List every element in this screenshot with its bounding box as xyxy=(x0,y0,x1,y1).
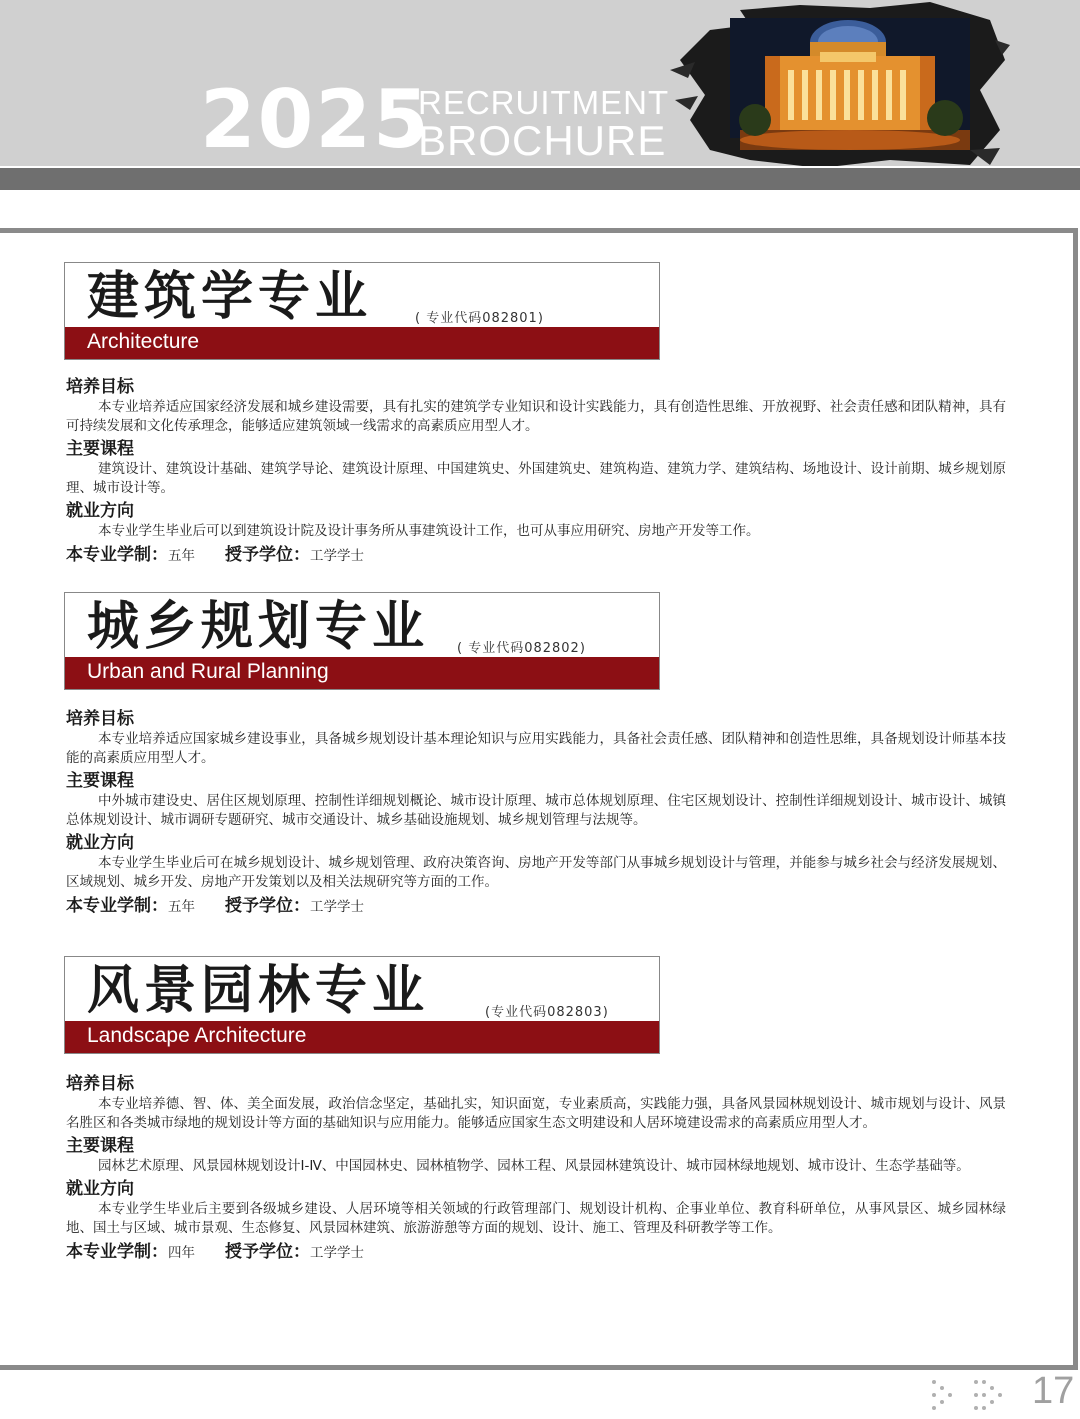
major-code: ( 专业代码082802) xyxy=(457,641,586,656)
duration-value: 五年 xyxy=(168,548,195,564)
duration-value: 四年 xyxy=(168,1245,195,1261)
duration-degree-line xyxy=(66,543,1006,568)
duration-label: 本专业学制： xyxy=(66,1242,168,1262)
courses-heading: 主要课程 xyxy=(66,771,134,791)
major-banner-architecture xyxy=(64,262,660,360)
goal-heading: 培养目标 xyxy=(66,1074,134,1094)
goal-text: 本专业培养适应国家城乡建设事业，具备城乡规划设计基本理论知识与应用实践能力，具备社会责任感、团队精神和创造性思维，具备规划设计师基本技能的高素质应用型人才。 xyxy=(66,731,1006,766)
major-details-landscape-architecture xyxy=(66,1073,1006,1265)
major-title-en: Landscape Architecture xyxy=(87,1024,307,1047)
goal-heading: 培养目标 xyxy=(66,709,134,729)
degree-label: 授予学位： xyxy=(225,545,310,565)
header-gray-stripe xyxy=(0,168,1080,190)
degree-value: 工学学士 xyxy=(310,1245,364,1261)
degree-value: 工学学士 xyxy=(310,548,364,564)
major-title-zh: 城乡规划专业 xyxy=(87,597,430,657)
major-title-zh: 风景园林专业 xyxy=(87,961,430,1021)
header-year: 2025 xyxy=(200,73,431,166)
career-heading: 就业方向 xyxy=(66,1179,134,1199)
courses-text: 中外城市建设史、居住区规划原理、控制性详细规划概论、城市设计原理、城市总体规划原理、住宅区规划设计、控制性详细规划设计、城市设计、城镇总体规划设计、城市调研专题研究、城市交通设计、城乡基础设施规划、城乡规划管理与法规等。 xyxy=(66,793,1006,828)
major-title-en-bar xyxy=(65,327,659,359)
duration-label: 本专业学制： xyxy=(66,896,168,916)
career-heading: 就业方向 xyxy=(66,501,134,521)
major-title-en-bar xyxy=(65,657,659,689)
duration-degree-line xyxy=(66,1240,1006,1265)
courses-heading: 主要课程 xyxy=(66,439,134,459)
goal-text: 本专业培养适应国家经济发展和城乡建设需要，具有扎实的建筑学专业知识和设计实践能力，具有创造性思维、开放视野、社会责任感和团队精神，具有可持续发展和文化传承理念，能够适应建筑领域一线需求的高素质应用型人才。 xyxy=(66,399,1006,434)
duration-label: 本专业学制： xyxy=(66,545,168,565)
goal-heading: 培养目标 xyxy=(66,377,134,397)
career-text: 本专业学生毕业后可以到建筑设计院及设计事务所从事建筑设计工作，也可从事应用研究、房地产开发等工作。 xyxy=(98,523,760,539)
page-number: 17 xyxy=(1032,1370,1075,1412)
header-title-recruitment: RECRUITMENT xyxy=(418,84,670,121)
major-details-urban-rural-planning xyxy=(66,708,1006,919)
major-banner-urban-rural-planning xyxy=(64,592,660,690)
major-code: ( 专业代码082801) xyxy=(415,311,544,326)
dot-pattern-icon xyxy=(930,1378,970,1412)
campus-building-image xyxy=(670,0,1010,168)
goal-text: 本专业培养德、智、体、美全面发展，政治信念坚定，基础扎实，知识面宽，专业素质高，实践能力强，具备风景园林规划设计、城市规划与设计、风景名胜区和各类城市绿地的规划设计等方面的基础知识与应用能力。能够适应国家生态文明建设和人居环境建设需求的高素质应用型人才。 xyxy=(66,1096,1006,1131)
major-details-architecture xyxy=(66,376,1006,568)
courses-heading: 主要课程 xyxy=(66,1136,134,1156)
major-title-en-bar xyxy=(65,1021,659,1053)
brochure-header xyxy=(0,0,1080,168)
major-title-en: Architecture xyxy=(87,330,200,353)
dot-pattern-icon xyxy=(972,1378,1012,1412)
career-text: 本专业学生毕业后主要到各级城乡建设、人居环境等相关领域的行政管理部门、规划设计机构、企事业单位、教育科研单位，从事风景区、城乡园林绿地、国土与区域、城市景观、生态修复、风景园林建筑、旅游游憩等方面的规划、设计、施工、管理及科研教学等工作。 xyxy=(66,1201,1006,1236)
header-title-brochure: BROCHURE xyxy=(418,117,667,164)
courses-text: 园林艺术原理、风景园林规划设计Ⅰ-Ⅳ、中国园林史、园林植物学、园林工程、风景园林建筑设计、城市园林绿地规划、城市设计、生态学基础等。 xyxy=(98,1158,970,1174)
duration-degree-line xyxy=(66,894,1006,919)
courses-text: 建筑设计、建筑设计基础、建筑学导论、建筑设计原理、中国建筑史、外国建筑史、建筑构造、建筑力学、建筑结构、场地设计、设计前期、城乡规划原理、城市设计等。 xyxy=(66,461,1006,496)
major-title-zh: 建筑学专业 xyxy=(87,267,373,327)
major-title-en: Urban and Rural Planning xyxy=(87,660,329,683)
major-code: (专业代码082803) xyxy=(485,1005,609,1020)
duration-value: 五年 xyxy=(168,899,195,915)
major-banner-landscape-architecture xyxy=(64,956,660,1054)
degree-value: 工学学士 xyxy=(310,899,364,915)
career-heading: 就业方向 xyxy=(66,833,134,853)
degree-label: 授予学位： xyxy=(225,1242,310,1262)
degree-label: 授予学位： xyxy=(225,896,310,916)
career-text: 本专业学生毕业后可在城乡规划设计、城乡规划管理、政府决策咨询、房地产开发等部门从事城乡规划设计与管理，并能参与城乡社会与经济发展规划、区域规划、城乡开发、房地产开发策划以及相关法规研究等方面的工作。 xyxy=(66,855,1006,890)
